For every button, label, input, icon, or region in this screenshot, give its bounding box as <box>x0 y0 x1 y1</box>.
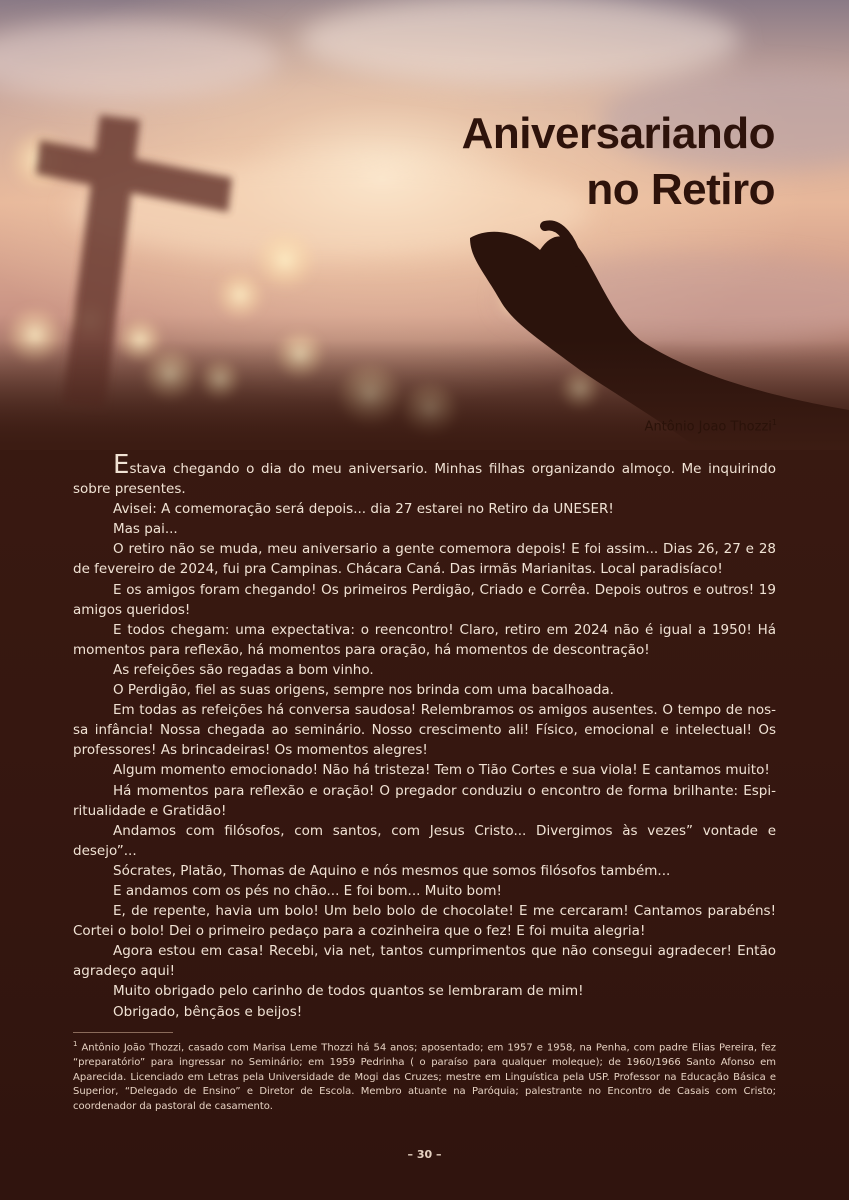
footnote-reference[interactable]: 1 <box>771 418 777 427</box>
article-body <box>73 450 776 1022</box>
paragraph: Muito obrigado pelo carinho de todos quantos se lembraram de mim! <box>113 983 584 1000</box>
article-title <box>462 106 775 218</box>
footnote-divider <box>73 1032 173 1033</box>
footnote <box>73 1037 776 1114</box>
paragraph: Obrigado, bênçãos e beijos! <box>113 1003 303 1020</box>
paragraph: O Perdigão, fiel as suas origens, sempre nos brinda com uma bacalhoada. <box>113 682 614 699</box>
paragraph: Andamos com filósofos, com santos, com Jesus Cristo... Divergimos às vezes” vontade e desejo”... <box>73 822 776 859</box>
paragraph: Algum momento emocionado! Não há tristeza! Tem o Tião Cortes e sua viola! E cantamos muito! <box>113 762 770 779</box>
paragraph: As refeições são regadas a bom vinho. <box>113 661 374 678</box>
paragraph: Agora estou em casa! Recebi, via net, tantos cumprimentos que não consegui agradecer! Então agradeço aqui! <box>73 943 776 980</box>
title-line-1: Aniversariando <box>461 109 775 158</box>
paragraph: E, de repente, havia um bolo! Um belo bolo de chocolate! E me cercaram! Cantamos parabéns! Cortei o bolo! Dei o primeiro pedaço para a cozinheira que o fez! E foi muita alegria! <box>73 903 776 940</box>
paragraph: E andamos com os pés no chão... E foi bom... Muito bom! <box>113 882 502 899</box>
footnote-mark: 1 <box>73 1040 78 1048</box>
paragraph: Sócrates, Platão, Thomas de Aquino e nós mesmos que somos filósofos também... <box>113 862 671 879</box>
author-byline <box>645 418 777 434</box>
paragraph: E os amigos foram chegando! Os primeiros Perdigão, Criado e Corrêa. Depois outros e outros! 19 amigos queridos! <box>73 581 776 618</box>
author-name: Antônio Joao Thozzi <box>644 419 772 435</box>
paragraph: Avisei: A comemoração será depois... dia 27 estarei no Retiro da UNESER! <box>113 501 614 518</box>
paragraph: E todos chegam: uma expectativa: o reencontro! Claro, retiro em 2024 não é igual a 1950! Há momentos para reflexão, há momentos para oração, há momentos de descontração! <box>73 621 776 658</box>
paragraph: Há momentos para reflexão e oração! O pregador conduziu o encontro de forma brilhante: Espi-ritualidade e Gratidão! <box>73 782 776 819</box>
paragraph: O retiro não se muda, meu aniversario a gente comemora depois! E foi assim... Dias 26, 27 e 28 de fevereiro de 2024, fui pra Campinas. Chácara Caná. Das irmãs Marianitas. Local paradisíaco! <box>73 541 776 578</box>
paragraph-1: Estava chegando o dia do meu aniversario. Minhas filhas organizando almoço. Me inquirindo sobre presentes. <box>73 450 776 498</box>
title-line-2: no Retiro <box>586 165 775 214</box>
drop-cap: E <box>113 450 130 480</box>
hero-image-cross-and-hand <box>0 0 849 450</box>
paragraph: Mas pai... <box>113 521 178 538</box>
paragraph: Em todas as refeições há conversa saudosa! Relembramos os amigos ausentes. O tempo de nos-sa infância! Nossa chegada ao seminário. Nosso crescimento ali! Físico, emocional e intelectual! Os professores! As brincadeiras! Os momentos alegres! <box>73 702 776 759</box>
page-number: – 30 – <box>407 1148 442 1161</box>
footnote-text: Antônio João Thozzi, casado com Marisa Leme Thozzi há 54 anos; aposentado; em 1957 e 1958, na Penha, com padre Elias Pereira, fez “preparatório” para ingressar no Seminário; em 1959 Pedrinha ( o paraíso para qualquer moleque); de 1960/1966 Santo Afonso em Aparecida. Licenciado em Letras pela Universidade de Mogi das Cruzes; mestre em Linguística pela USP. Professor na Educação Básica e Superior, “Delegado de Ensino” e Diretor de Escola. Membro atuante na Paróquia; palestrante no Encontro de Casais com Cristo; coordenador da pastoral de casamento. <box>73 1042 776 1112</box>
